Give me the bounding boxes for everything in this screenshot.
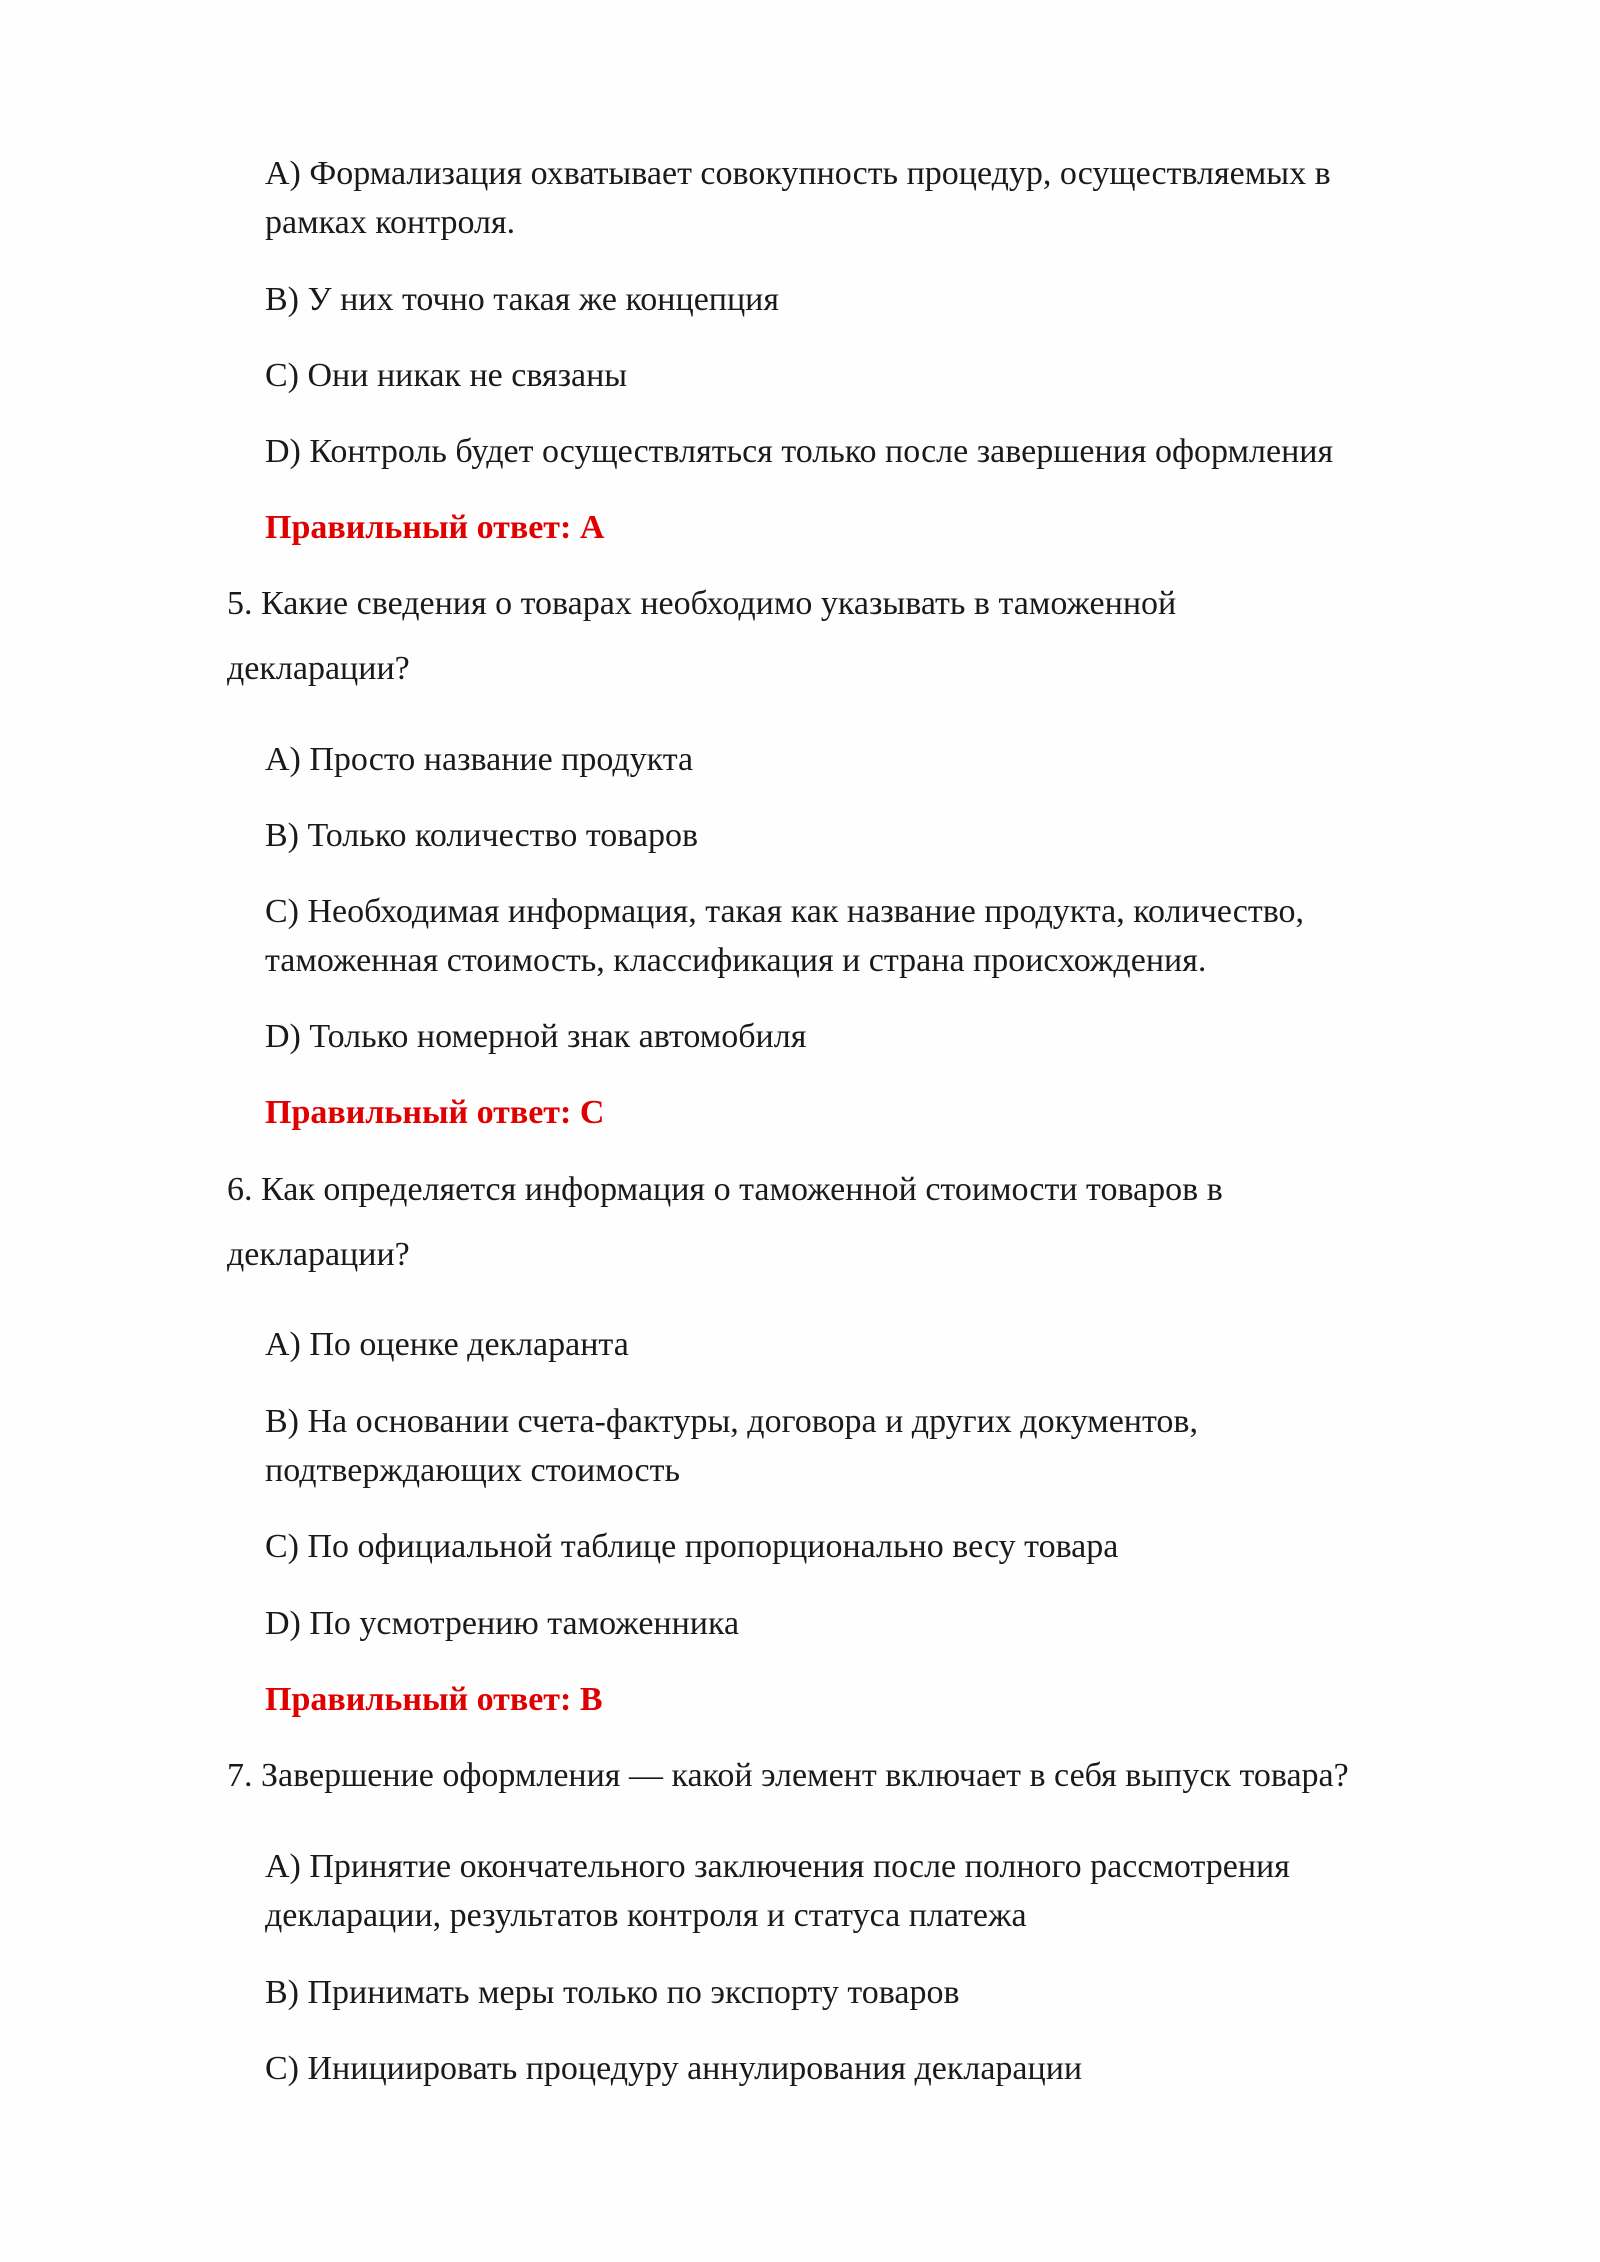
q5-option-c-line1: C) Необходимая информация, такая как название продукта, количество, bbox=[265, 893, 1305, 930]
q4-option-a-line2: рамках контроля. bbox=[265, 204, 516, 241]
q5-option-d: D) Только номерной знак автомобиля bbox=[265, 1018, 807, 1055]
q7-question-line1: 7. Завершение оформления — какой элемент включает в себя выпуск товара? bbox=[227, 1757, 1349, 1794]
q6-option-c: C) По официальной таблице пропорционально весу товара bbox=[265, 1528, 1119, 1565]
q5-correct-answer: Правильный ответ: C bbox=[265, 1094, 605, 1131]
q5-question-line1: 5. Какие сведения о товарах необходимо указывать в таможенной bbox=[227, 585, 1177, 622]
q5-option-a: A) Просто название продукта bbox=[265, 741, 694, 778]
q4-option-d: D) Контроль будет осуществляться только после завершения оформления bbox=[265, 433, 1334, 470]
q6-option-b-line2: подтверждающих стоимость bbox=[265, 1452, 680, 1489]
q5-option-c-line2: таможенная стоимость, классификация и страна происхождения. bbox=[265, 942, 1207, 979]
q6-option-d: D) По усмотрению таможенника bbox=[265, 1605, 740, 1642]
q4-option-a-line1: A) Формализация охватывает совокупность процедур, осуществляемых в bbox=[265, 155, 1331, 192]
q4-option-b: B) У них точно такая же концепция bbox=[265, 281, 780, 318]
q6-correct-answer: Правильный ответ: B bbox=[265, 1681, 603, 1718]
q6-option-a: A) По оценке декларанта bbox=[265, 1326, 629, 1363]
q4-correct-answer: Правильный ответ: A bbox=[265, 509, 605, 546]
q4-option-c: C) Они никак не связаны bbox=[265, 357, 628, 394]
q6-question-line1: 6. Как определяется информация о таможенной стоимости товаров в bbox=[227, 1171, 1223, 1208]
q7-option-c: C) Инициировать процедуру аннулирования декларации bbox=[265, 2050, 1083, 2087]
q7-option-b: B) Принимать меры только по экспорту товаров bbox=[265, 1974, 960, 2011]
q5-question-line2: декларации? bbox=[227, 650, 410, 687]
q6-option-b-line1: B) На основании счета-фактуры, договора и других документов, bbox=[265, 1403, 1198, 1440]
q7-option-a-line1: A) Принятие окончательного заключения после полного рассмотрения bbox=[265, 1848, 1290, 1885]
q5-option-b: B) Только количество товаров bbox=[265, 817, 699, 854]
q6-question-line2: декларации? bbox=[227, 1236, 410, 1273]
q7-option-a-line2: декларации, результатов контроля и статуса платежа bbox=[265, 1897, 1027, 1934]
